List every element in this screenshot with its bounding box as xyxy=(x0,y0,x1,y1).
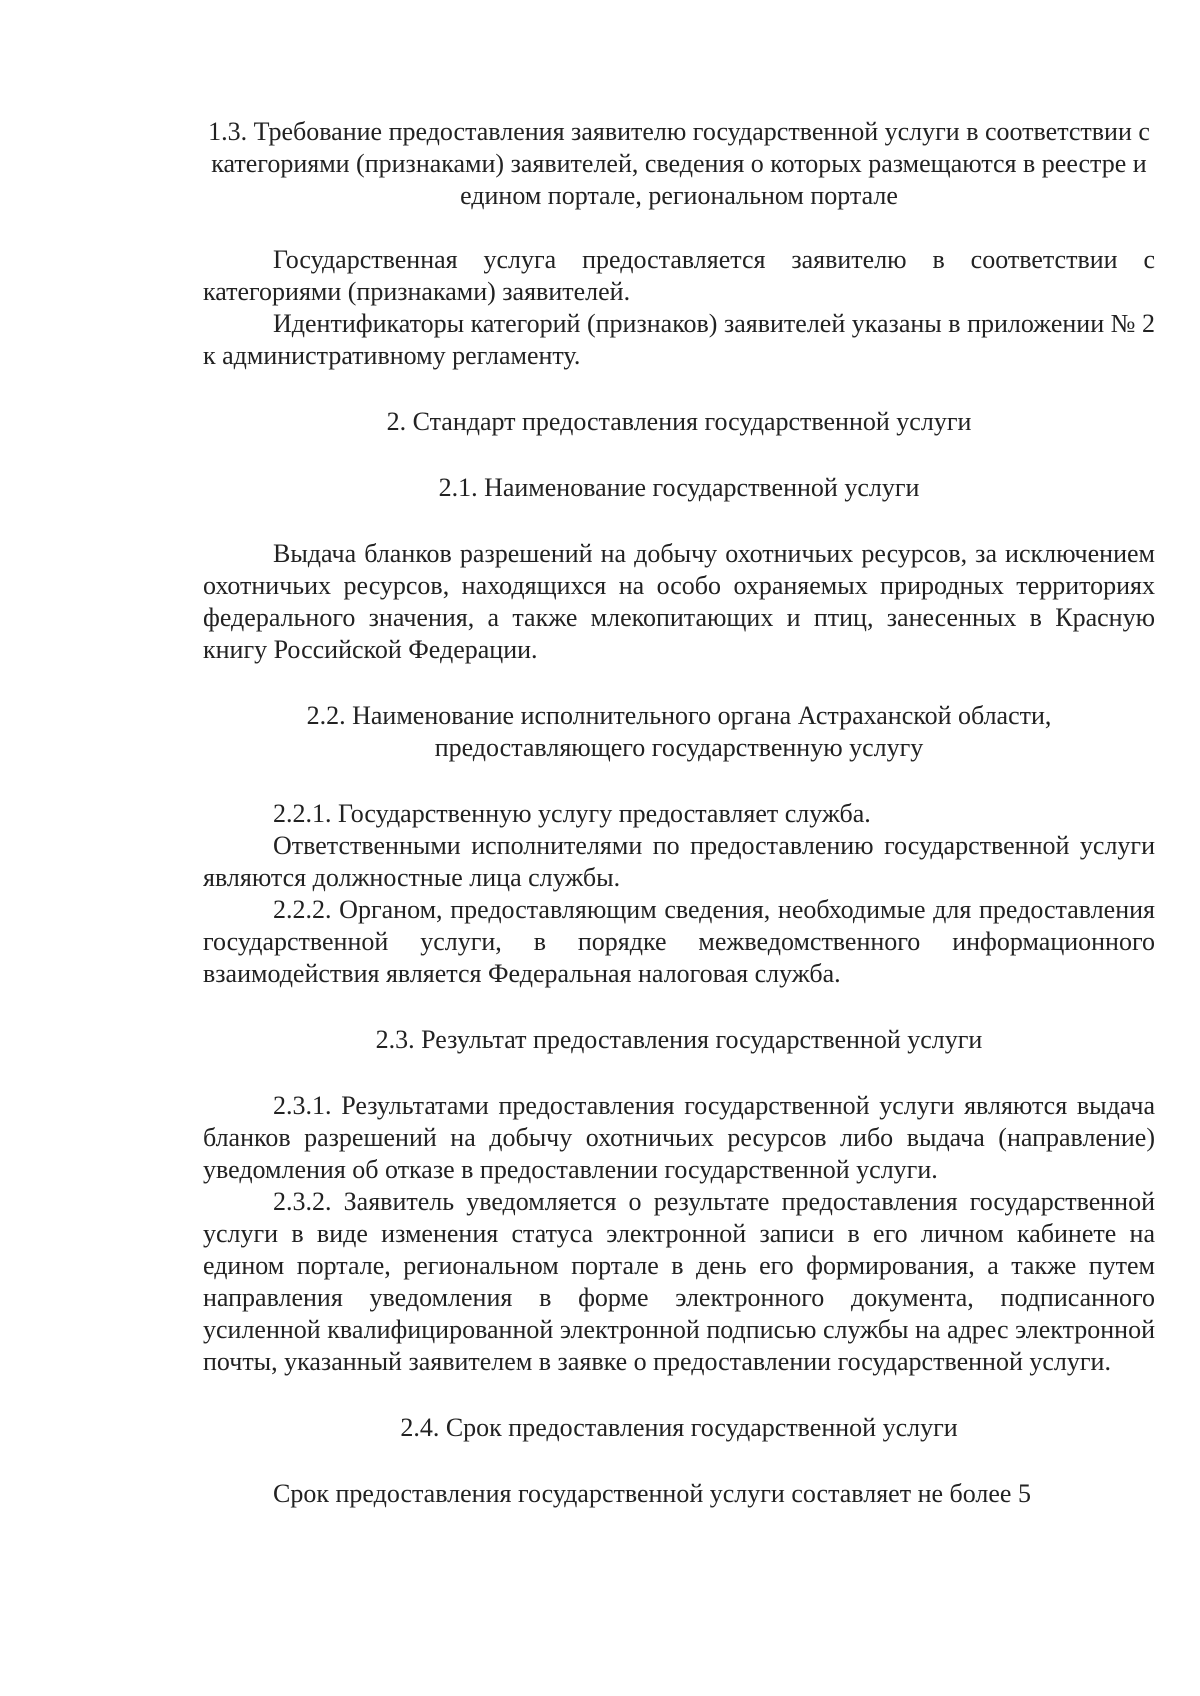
paragraph-2-2-1-b: Ответственными исполнителями по предоставлению государственной услуги являются должностные лица службы. xyxy=(203,831,1155,892)
paragraph-2-3-2: 2.3.2. Заявитель уведомляется о результате предоставления государственной услуги в виде изменения статуса электронной записи в его личном кабинете на едином портале, региональном портале в день его формирования, а также путем направления уведомления в форме электронного документа, подписанного усиленной квалифицированной электронной подписью службы на адрес электронной почты, указанный заявителем в заявке о предоставлении государственной услуги. xyxy=(203,1187,1155,1376)
heading-1-3: 1.3. Требование предоставления заявителю государственной услуги в соответствии с категориями (признаками) заявителей, сведения о которых размещаются в реестре и едином портале, региональном портале xyxy=(208,117,1150,210)
heading-2-3: 2.3. Результат предоставления государственной услуги xyxy=(375,1025,983,1054)
paragraph-2-3-1: 2.3.1. Результатами предоставления государственной услуги являются выдача бланков разрешений на добычу охотничьих ресурсов либо выдача (направление) уведомления об отказе в предоставлении государственной услуги. xyxy=(203,1091,1155,1184)
paragraph-2-2-1: 2.2.1. Государственную услугу предоставляет служба. xyxy=(273,799,871,828)
heading-2-4: 2.4. Срок предоставления государственной услуги xyxy=(400,1413,958,1442)
paragraph-2-4-1: Срок предоставления государственной услуги составляет не более 5 xyxy=(273,1479,1031,1508)
paragraph-1-3-2: Идентификаторы категорий (признаков) заявителей указаны в приложении № 2 к административному регламенту. xyxy=(203,309,1155,370)
paragraph-2-1-1: Выдача бланков разрешений на добычу охотничьих ресурсов, за исключением охотничьих ресурсов, находящихся на особо охраняемых природных территориях федерального значения, а также млекопитающих и птиц, занесенных в Красную книгу Российской Федерации. xyxy=(203,539,1155,664)
heading-2-1: 2.1. Наименование государственной услуги xyxy=(438,473,920,502)
heading-2-2: 2.2. Наименование исполнительного органа Астраханской области, предоставляющего государственную услугу xyxy=(306,701,1052,762)
heading-2: 2. Стандарт предоставления государственной услуги xyxy=(386,407,972,436)
paragraph-2-2-2: 2.2.2. Органом, предоставляющим сведения, необходимые для предоставления государственной услуги, в порядке межведомственного информационного взаимодействия является Федеральная налоговая служба. xyxy=(203,895,1155,988)
paragraph-1-3-1: Государственная услуга предоставляется заявителю в соответствии с категориями (признаками) заявителей. xyxy=(203,245,1155,306)
document-page xyxy=(203,116,1155,1510)
